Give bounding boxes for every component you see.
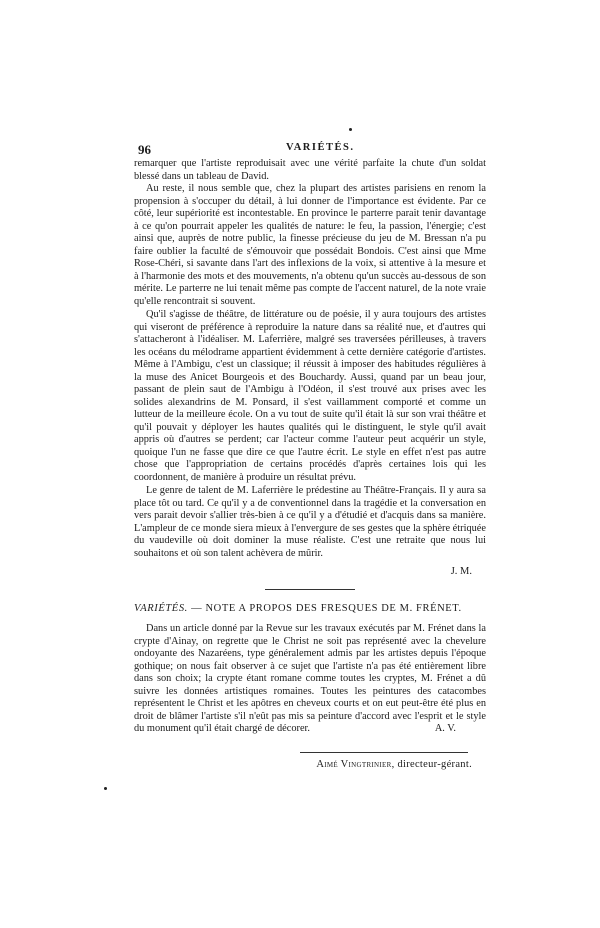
note-body xyxy=(134,623,486,736)
article-paragraph: Qu'il s'agisse de théâtre, de littérature ou de poésie, il y aura toujours des artistes qui viseront de préférence à reproduire la nature dans sa réalité nue, et d'autres qui s'attacheront à l'idéaliser. M. Laferrière, malgré ses traversées périlleuses, à travers les océans du mélodrame appartient évidemment à cette dernière catégorie d'artistes. Même à l'Ambigu, c'est un classique; il réussit à imposer des habitudes régulières à la muse des Anicet Bourgeois et des Bouchardy. Aussi, quand par un beau jour, passant de plein saut de l'Ambigu à l'Odéon, il s'est trouvé aux prises avec les solides alexandrins de M. Ponsard, il s'est vaillamment comporté et comme un lutteur de la meilleure école. On a vu tout de suite qu'il était là sur son vrai théâtre et qu'il pouvait y déployer les hautes qualités qui le distinguent, le style qu'il avait appris où d'autres se perdent; car l'acteur comme l'auteur peut acquérir un style, quoique l'un ne fasse que dire ce que l'autre écrit. Le style en effet n'est pas autre chose que l'appropriation de certains procédés d'après certaines lois qui les coordonnent, de manière à produire un résultat prévu. xyxy=(134,309,486,483)
article-body xyxy=(134,158,486,770)
running-title: VARIÉTÉS. xyxy=(286,142,355,153)
ink-speck xyxy=(104,787,107,790)
page-header xyxy=(138,142,468,158)
article-paragraph: Le genre de talent de M. Laferrière le prédestine au Théâtre-Français. Il y aura sa place tôt ou tard. Ce qu'il y a de conventionnel dans la tragédie et la conversation en vers parait devoir s'allier très-bien à ce qu'il y a d'étudié et d'acquis dans sa manière. L'ampleur de ce monde siera mieux à l'envergure de ses gestes que la sphère étriquée du vaudeville où doit dominer la muse réaliste. C'est une retraite que nous lui souhaitons et où son talent achèvera de mûrir. xyxy=(134,485,486,559)
imprint-role: , directeur-gérant. xyxy=(391,758,472,770)
imprint-divider xyxy=(300,752,468,753)
section-divider xyxy=(265,589,355,590)
article-signature: J. M. xyxy=(450,566,472,577)
article-paragraph: remarquer que l'artiste reproduisait avec une vérité parfaite la chute d'un soldat blessé dans un tableau de David. xyxy=(134,158,486,182)
imprint-name: Aimé Vingtrinier xyxy=(316,758,392,770)
note-heading xyxy=(134,602,486,615)
note-paragraph-text: Dans un article donné par la Revue sur les travaux exécutés par M. Frénet dans la crypte d'Ainay, on regrette que le Christ ne soit pas représenté avec la chevelure ondoyante des Nazaréens, type généralement admis par les artistes depuis l'époque gothique; on nous fait observer à ce sujet que l'artiste n'a pas été entièrement libre dans son choix; la crypte étant romane comme toutes les cryptes, M. Frénet a dû suivre les données artistiques romaines. Toutes les peintures des catacombes représentent le Christ et les apôtres en cheveux courts et on eut peut-être été plus en droit de blâmer l'artiste s'il n'eût pas mis sa peinture d'accord avec l'esprit et le style du monument qu'il était chargé de décorer. xyxy=(134,623,486,734)
note-initials: A. V. xyxy=(434,723,456,734)
ink-speck xyxy=(349,128,352,131)
note-heading-kicker: VARIÉTÉS. xyxy=(134,603,188,614)
page-number: 96 xyxy=(138,142,151,157)
note-heading-title: — NOTE A PROPOS DES FRESQUES DE M. FRÉNET. xyxy=(191,603,462,614)
imprint-line xyxy=(134,759,472,770)
article-paragraph: Au reste, il nous semble que, chez la plupart des artistes parisiens en renom la propension à s'occuper du détail, à lui donner de l'importance est évidente. Par ce côté, leur supériorité est incontestable. En province le parterre parait tenir davantage à ce qu'on pourrait appeler les qualités de nature: le feu, la passion, l'énergie; c'est ainsi que, auprès de notre public, la finesse précieuse du jeu de M. Bressan n'a pu faire oublier la faculté de s'émouvoir que possédait Bondois. C'est ainsi que Mme Rose-Chéri, si savante dans l'art des inflexions de la voix, si attentive à la mesure et à l'harmonie des mots et des mouvements, n'a obtenu qu'un succès au-dessous de son mérite. Le parterre ne lui tenait même pas compte de l'accent naturel, de la note vraie qu'elle rencontrait si souvent. xyxy=(134,183,486,307)
note-paragraph xyxy=(134,623,486,736)
